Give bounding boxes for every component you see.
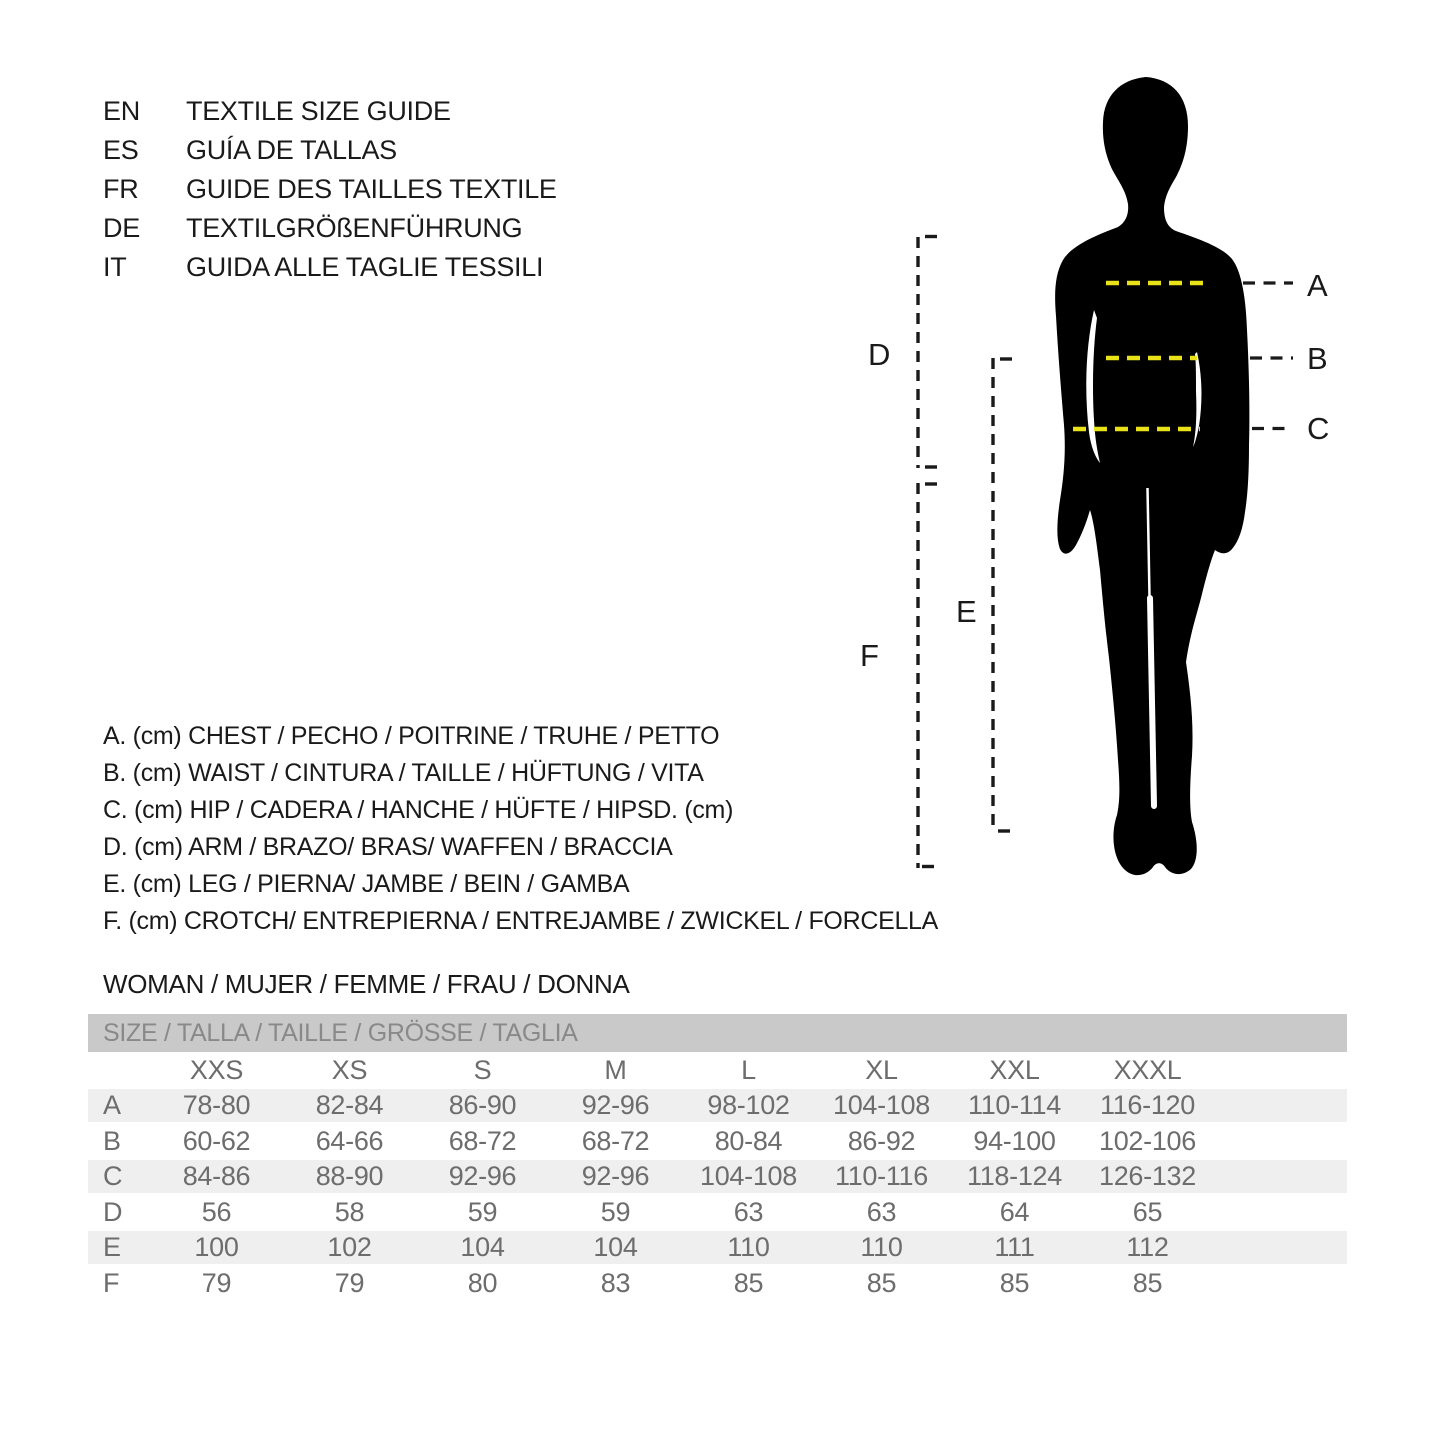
legend-row: C. (cm) HIP / CADERA / HANCHE / HÜFTE / HIPSD. (cm) [103, 796, 734, 824]
measurement-value: 112 [1126, 1232, 1169, 1263]
measurement-value: 63 [733, 1196, 764, 1227]
measurement-row-label: F [103, 1267, 120, 1298]
measurement-value: 98-102 [707, 1090, 790, 1121]
language-code: ES [103, 135, 139, 165]
chest-label: A [1307, 268, 1328, 303]
measurement-value: 65 [1132, 1196, 1163, 1227]
language-title: TEXTILE SIZE GUIDE [186, 96, 451, 126]
size-column-header: XL [865, 1054, 898, 1085]
measurement-value: 102 [327, 1232, 372, 1263]
measurement-row-label: D [103, 1196, 123, 1227]
leg-label: E [956, 594, 977, 629]
language-row [103, 92, 557, 131]
measurement-row-label: A [103, 1090, 121, 1121]
measurement-value: 82-84 [315, 1090, 384, 1121]
measurement-value: 79 [334, 1267, 365, 1298]
legend-row: D. (cm) ARM / BRAZO/ BRAS/ WAFFEN / BRACCIA [103, 833, 673, 861]
waist-label: B [1307, 341, 1328, 376]
measurement-value: 78-80 [182, 1090, 251, 1121]
measurement-row [88, 1266, 1347, 1302]
measurement-value: 126-132 [1099, 1161, 1196, 1192]
legend-row: E. (cm) LEG / PIERNA/ JAMBE / BEIN / GAMBA [103, 870, 630, 898]
measurement-value: 79 [201, 1267, 232, 1298]
measurement-value: 102-106 [1099, 1125, 1196, 1156]
measurement-value: 85 [999, 1267, 1030, 1298]
measurement-row-label: B [103, 1125, 121, 1156]
measurement-row [88, 1195, 1347, 1231]
measurement-value: 92-96 [581, 1161, 650, 1192]
measurement-value: 116-120 [1100, 1090, 1195, 1121]
size-column-header: XXXL [1113, 1054, 1182, 1085]
language-title: TEXTILGRÖßENFÜHRUNG [186, 213, 523, 243]
measurement-value: 92-96 [581, 1090, 650, 1121]
measurement-row [88, 1088, 1347, 1124]
measurement-value: 86-92 [847, 1125, 916, 1156]
language-code: DE [103, 213, 140, 243]
language-code: IT [103, 252, 127, 282]
measurement-value: 110 [860, 1232, 903, 1263]
leg-gap [1150, 598, 1154, 806]
measurement-value: 68-72 [448, 1125, 517, 1156]
measurement-value: 118-124 [967, 1161, 1062, 1192]
size-column-header: M [604, 1054, 627, 1085]
language-title: GUÍA DE TALLAS [186, 135, 397, 165]
measurement-value: 104 [593, 1232, 638, 1263]
language-title: GUIDE DES TAILLES TEXTILE [186, 174, 557, 204]
measurement-value: 104 [460, 1232, 505, 1263]
measurement-legend [103, 718, 938, 940]
measurement-value: 84-86 [182, 1161, 251, 1192]
measurement-value: 59 [467, 1196, 498, 1227]
feet-notch [1149, 868, 1169, 880]
measurement-value: 85 [866, 1267, 897, 1298]
measurement-value: 110-116 [835, 1161, 928, 1192]
language-row [103, 131, 557, 170]
measurement-value: 94-100 [973, 1125, 1056, 1156]
measurement-value: 110-114 [968, 1090, 1061, 1121]
measurement-value: 104-108 [833, 1090, 930, 1121]
arm-label: D [868, 337, 891, 372]
measurement-value: 110 [727, 1232, 770, 1263]
size-table [88, 1014, 1347, 1301]
measurement-row [88, 1230, 1347, 1266]
size-column-header: XXL [989, 1054, 1040, 1085]
language-row [103, 170, 557, 209]
language-code: EN [103, 96, 140, 126]
measurement-value: 64-66 [315, 1125, 384, 1156]
measurement-value: 58 [334, 1196, 365, 1227]
legend-row: F. (cm) CROTCH/ ENTREPIERNA / ENTREJAMBE / ZWICKEL / FORCELLA [103, 907, 939, 935]
size-table-header-bar [88, 1014, 1347, 1052]
size-column-header: L [741, 1054, 756, 1085]
measurement-value: 80-84 [714, 1125, 783, 1156]
measurement-row [88, 1159, 1347, 1195]
measurement-value: 56 [201, 1196, 232, 1227]
measurement-value: 68-72 [581, 1125, 650, 1156]
size-column-header: XXS [189, 1054, 244, 1085]
size-columns-row [88, 1052, 1347, 1088]
measurement-value: 92-96 [448, 1161, 517, 1192]
measurement-value: 100 [194, 1232, 239, 1263]
language-row [103, 248, 557, 287]
language-list [103, 92, 557, 287]
language-code: FR [103, 174, 139, 204]
size-column-header: S [473, 1054, 492, 1085]
measurement-value: 85 [733, 1267, 764, 1298]
size-table-header-text: SIZE / TALLA / TAILLE / GRÖSSE / TAGLIA [103, 1018, 578, 1047]
measurement-value: 85 [1132, 1267, 1163, 1298]
measurement-value: 80 [467, 1267, 498, 1298]
measurement-value: 64 [999, 1196, 1030, 1227]
hip-label: C [1307, 411, 1330, 446]
measurement-row [88, 1124, 1347, 1160]
legend-row: B. (cm) WAIST / CINTURA / TAILLE / HÜFTUNG / VITA [103, 759, 704, 787]
gender-title: WOMAN / MUJER / FEMME / FRAU / DONNA [103, 969, 630, 999]
measurement-row-label: E [103, 1232, 121, 1263]
measurement-value: 86-90 [448, 1090, 517, 1121]
legend-row: A. (cm) CHEST / PECHO / POITRINE / TRUHE / PETTO [103, 722, 720, 750]
crotch-label: F [860, 638, 879, 673]
measurement-value: 59 [600, 1196, 631, 1227]
measurement-value: 60-62 [182, 1125, 251, 1156]
language-row [103, 209, 557, 248]
language-title: GUIDA ALLE TAGLIE TESSILI [186, 252, 544, 282]
size-column-header: XS [331, 1054, 368, 1085]
measurement-value: 63 [866, 1196, 897, 1227]
measurement-value: 111 [994, 1232, 1035, 1263]
measurement-row-label: C [103, 1161, 123, 1192]
measurement-value: 104-108 [700, 1161, 797, 1192]
measurement-value: 88-90 [315, 1161, 384, 1192]
measurement-value: 83 [600, 1267, 631, 1298]
